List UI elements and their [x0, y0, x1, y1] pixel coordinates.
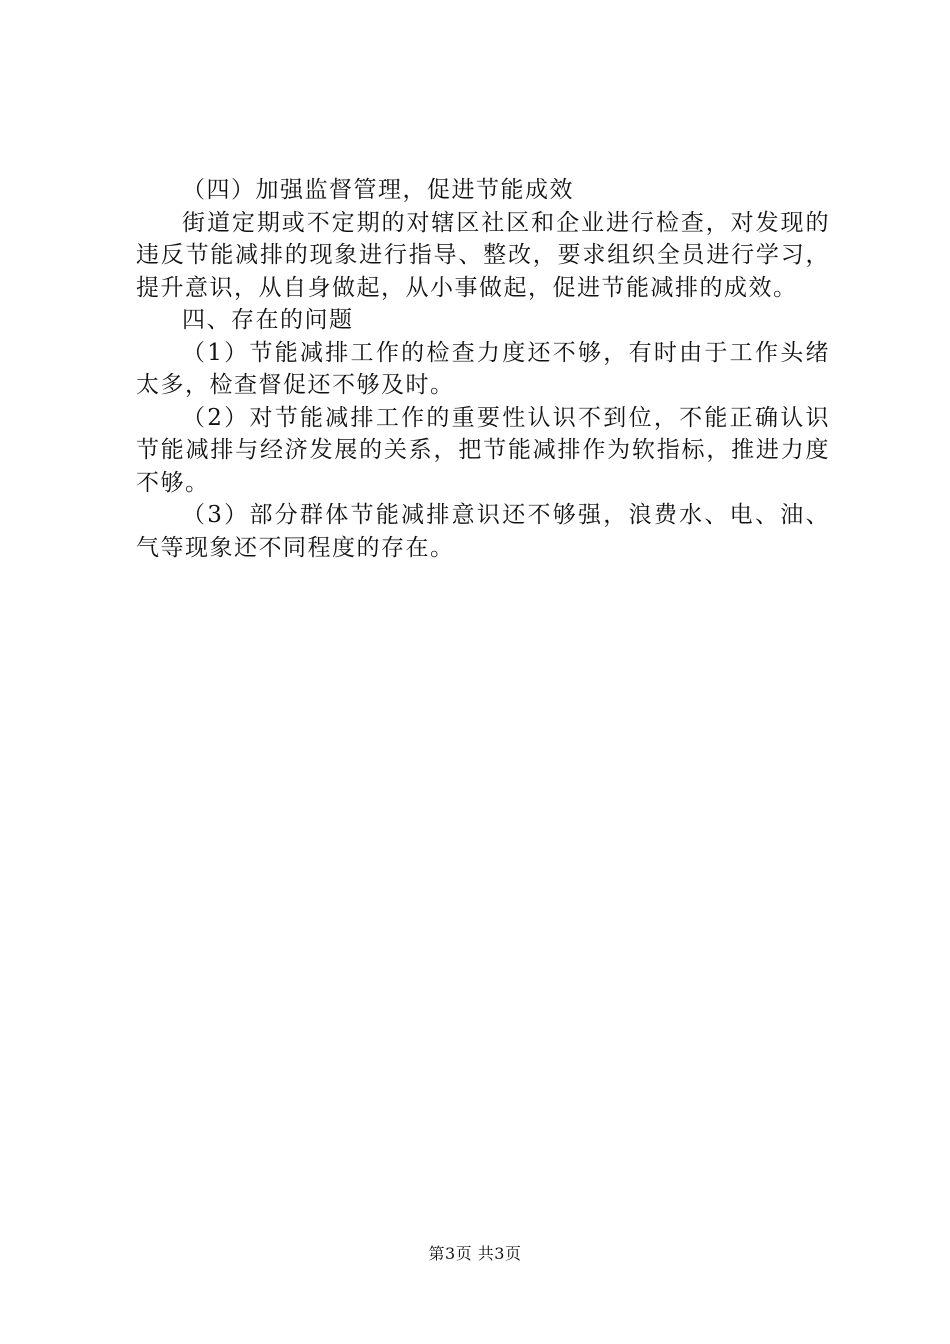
paragraph-inspection: 街道定期或不定期的对辖区社区和企业进行检查，对发现的违反节能减排的现象进行指导、整改，要求组织全员进行学习，提升意识，从自身做起，从小事做起，促进节能减排的成效。	[136, 209, 830, 301]
page-number-footer: 第3页 共3页	[428, 1244, 522, 1263]
section-heading-problems: 四、存在的问题	[182, 307, 354, 333]
paragraph-problem-1: （1）节能减排工作的检查力度还不够，有时由于工作头绪太多，检查督促还不够及时。	[136, 339, 830, 398]
paragraph-problem-2: （2）对节能减排工作的重要性认识不到位，不能正确认识节能减排与经济发展的关系，把节能减排作为软指标，推进力度不够。	[136, 404, 830, 496]
document-body	[136, 174, 830, 564]
paragraph-problem-3: （3）部分群体节能减排意识还不够强，浪费水、电、油、气等现象还不同程度的存在。	[136, 502, 830, 561]
section-heading-supervision: （四）加强监督管理，促进节能成效	[182, 177, 574, 203]
